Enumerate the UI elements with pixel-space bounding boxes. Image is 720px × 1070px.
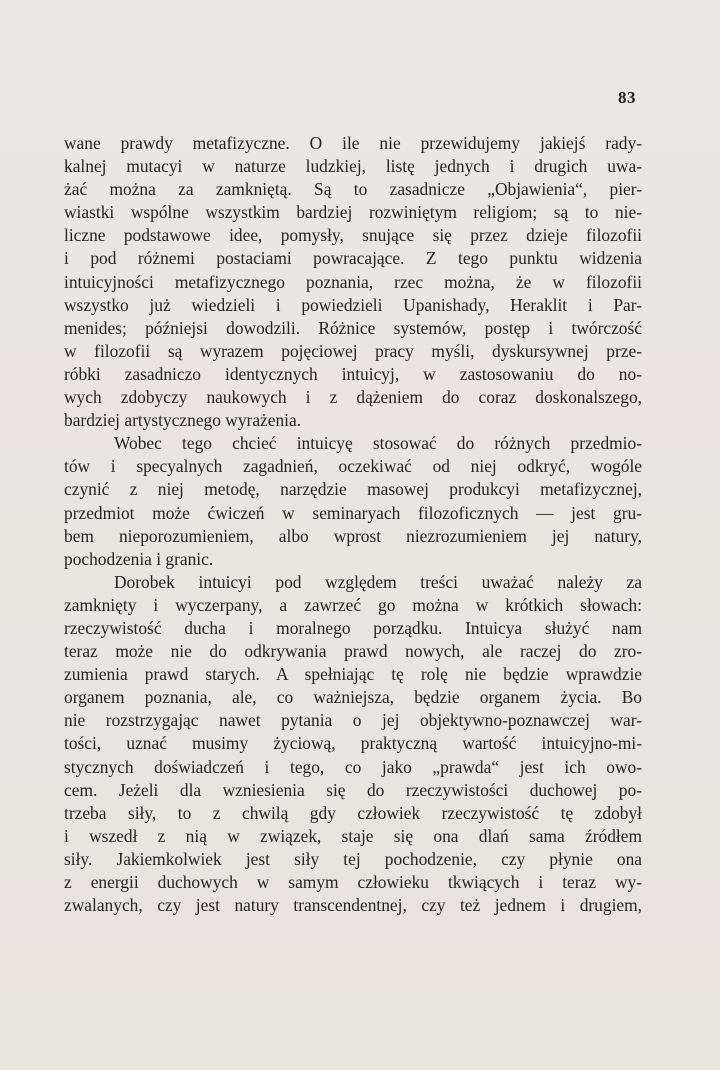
text-line: liczne podstawowe idee, pomysły, snujące się przez dzieje filozofii (64, 225, 642, 246)
text-line: tości, uznać musimy życiową, praktyczną wartość intuicyjno-mi- (64, 733, 642, 754)
text-line: żać można za zamkniętą. Są to zasadnicze „Objawienia“, pier- (64, 179, 642, 200)
text-line: rzeczywistość ducha i moralnego porządku. Intuicya służyć nam (64, 617, 642, 638)
text-line: Wobec tego chcieć intuicyę stosować do różnych przedmio- (114, 433, 642, 454)
text-line: trzeba siły, to z chwilą gdy człowiek rzeczywistość tę zdobył (64, 802, 642, 823)
text-line: organem poznania, ale, co ważniejsza, będzie organem życia. Bo (64, 687, 642, 708)
text-line: pochodzenia i granic. (64, 548, 214, 569)
text-line: i wszedł z nią w związek, staje się ona dlań sama źródłem (64, 825, 642, 846)
text-line: czynić z niej metodę, narzędzie masowej produkcyi metafizycznej, (64, 479, 642, 500)
text-line: tów i specyalnych zagadnień, oczekiwać od niej odkryć, wogóle (64, 456, 642, 477)
text-line: siły. Jakiemkolwiek jest siły tej pochodzenie, czy płynie ona (64, 848, 642, 869)
text-line: wszystko już wiedzieli i powiedzieli Upanishady, Heraklit i Par- (64, 294, 642, 315)
text-line: zumienia prawd starych. A spełniając tę rolę nie będzie wprawdzie (64, 664, 642, 685)
text-line: bem nieporozumieniem, albo wprost niezrozumieniem jej natury, (64, 525, 642, 546)
text-line: kalnej mutacyi w naturze ludzkiej, listę jednych i drugich uwa- (64, 156, 642, 177)
text-line: menides; późniejsi dowodzili. Różnice systemów, postęp i twórczość (64, 317, 642, 338)
text-line: intuicyjności metafizycznego poznania, rzec można, że w filozofii (64, 271, 642, 292)
text-line: cem. Jeżeli dla wzniesienia się do rzeczywistości duchowej po- (64, 779, 642, 800)
text-line: i pod różnemi postaciami powracające. Z tego punktu widzenia (64, 248, 642, 269)
text-line: wiastki wspólne wszystkim bardziej rozwiniętym religiom; są to nie- (64, 202, 642, 223)
text-line: przedmiot może ćwiczeń w seminaryach filozoficznych — jest gru- (64, 502, 642, 523)
text-line: z energii duchowych w samym człowieku tkwiących i teraz wy- (64, 872, 642, 892)
text-line: bardziej artystycznego wyrażenia. (64, 410, 302, 431)
text-line: wych zdobyczy naukowych i z dążeniem do coraz doskonalszego, (64, 387, 642, 408)
text-line: teraz może nie do odkrywania prawd nowych, ale raczej do zro- (64, 641, 642, 662)
text-line: zamknięty i wyczerpany, a zawrzeć go można w krótkich słowach: (64, 594, 642, 615)
text-line: stycznych doświadczeń i tego, co jako „prawda“ jest ich owo- (64, 756, 642, 777)
body-text (64, 132, 642, 917)
text-line: nie rozstrzygając nawet pytania o jej objektywno-poznawczej war- (64, 710, 642, 731)
text-line: wane prawdy metafizyczne. O ile nie przewidujemy jakiejś rady- (64, 133, 642, 153)
text-line: zwalanych, czy jest natury transcendentnej, czy też jednem i drugiem, (64, 895, 642, 916)
text-line: róbki zasadniczo identycznych intuicyj, w zastosowaniu do no- (64, 363, 642, 384)
page-number: 83 (618, 88, 636, 107)
text-line: w filozofii są wyrazem pojęciowej pracy myśli, dyskursywnej prze- (64, 340, 642, 361)
text-line: Dorobek intuicyi pod względem treści uważać należy za (114, 571, 642, 592)
